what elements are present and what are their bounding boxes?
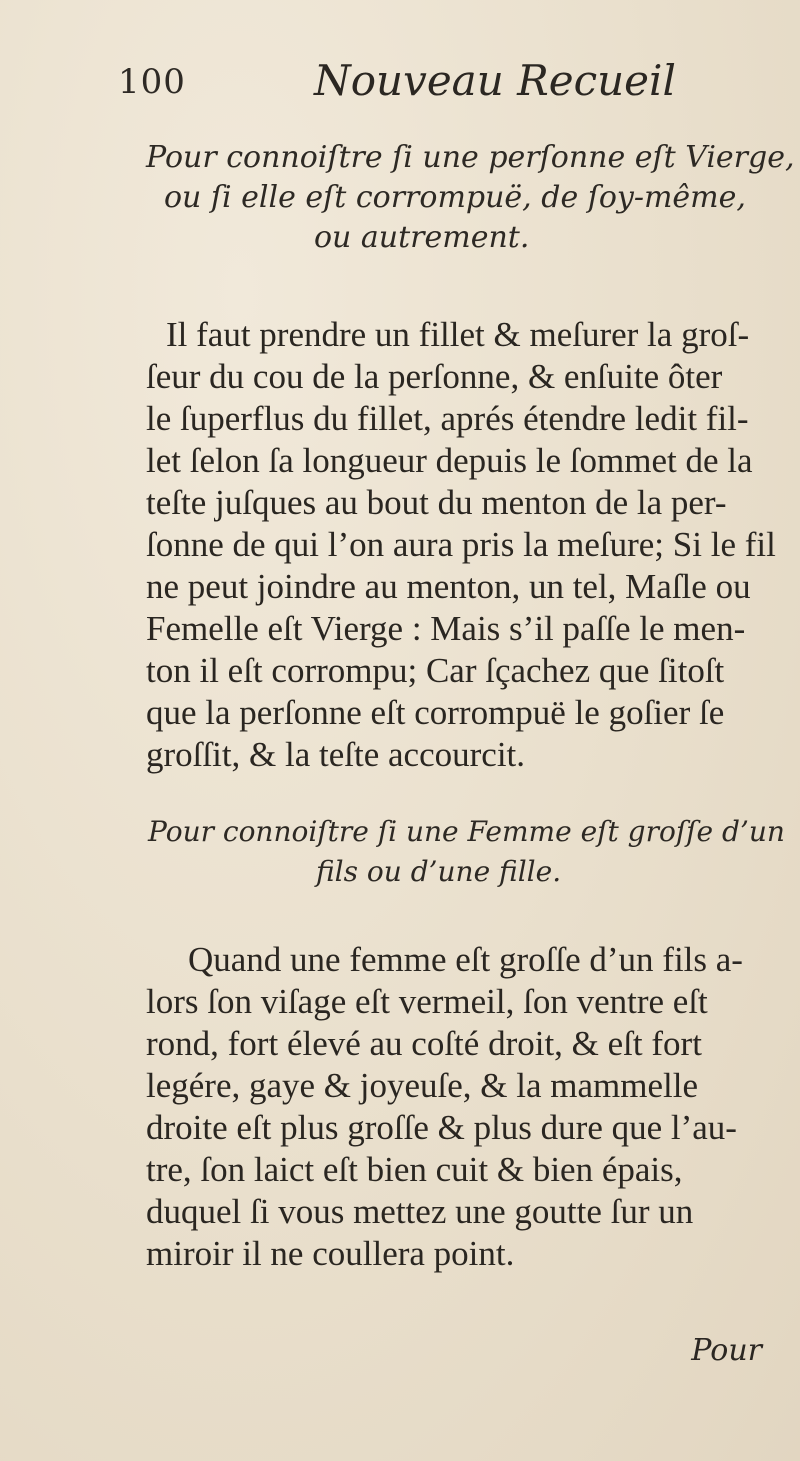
paragraph-pregnancy xyxy=(146,939,786,1275)
paragraph-virginity xyxy=(146,314,786,776)
text-line: legére, gaye & joyeuſe, & la mammelle xyxy=(146,1066,699,1105)
text-line: que la perſonne eſt corrompuë le goſier ſe xyxy=(146,693,725,732)
page-number: 100 xyxy=(118,62,186,102)
text-line: teſte juſques au bout du menton de la per- xyxy=(146,483,727,522)
text-line: ne peut joindre au menton, un tel, Maſle ou xyxy=(146,567,751,606)
text-line: Quand une femme eſt groſſe d’un fils a- xyxy=(188,940,743,979)
section-title-pregnancy xyxy=(148,812,785,892)
text-line: miroir il ne coullera point. xyxy=(146,1234,515,1273)
catchword: Pour xyxy=(691,1333,762,1368)
section-title-line: Pour connoiſtre ſi une perſonne eſt Vierge, xyxy=(146,140,795,175)
running-head: Nouveau Recueil xyxy=(314,56,676,105)
section-title-line: ou autrement. xyxy=(314,220,530,255)
text-line: Femelle eſt Vierge : Mais s’il paſſe le men- xyxy=(146,609,746,648)
text-line: let ſelon ſa longueur depuis le ſommet de la xyxy=(146,441,753,480)
text-line: Il faut prendre un fillet & meſurer la groſ- xyxy=(166,315,750,354)
text-line: ſeur du cou de la perſonne, & enſuite ôter xyxy=(146,357,723,396)
text-line: droite eſt plus groſſe & plus dure que l’au- xyxy=(146,1108,737,1147)
text-line: rond, fort élevé au coſté droit, & eſt fort xyxy=(146,1024,702,1063)
text-line: groſſit, & la teſte accourcit. xyxy=(146,735,526,774)
section-title-line: ou ſi elle eſt corrompuë, de ſoy-même, xyxy=(164,180,746,215)
text-line: lors ſon viſage eſt vermeil, ſon ventre eſt xyxy=(146,982,708,1021)
section-title-line: Pour connoiſtre ſi une Femme eſt groſſe d’un xyxy=(148,815,785,848)
text-line: ton il eſt corrompu; Car ſçachez que ſitoſt xyxy=(146,651,725,690)
text-line: le ſuperflus du fillet, aprés étendre ledit fil- xyxy=(146,399,749,438)
text-line: ſonne de qui l’on aura pris la meſure; Si le fil xyxy=(146,525,776,564)
section-title-virginity xyxy=(146,138,795,258)
page-header xyxy=(118,56,718,112)
section-title-line: fils ou d’une fille. xyxy=(316,855,562,888)
text-line: tre, ſon laict eſt bien cuit & bien épais, xyxy=(146,1150,683,1189)
text-line: duquel ſi vous mettez une goutte ſur un xyxy=(146,1192,694,1231)
